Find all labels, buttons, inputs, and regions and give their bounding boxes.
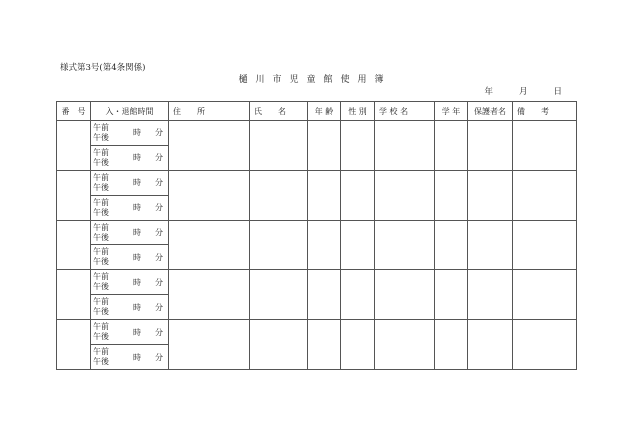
cell-address[interactable]	[169, 220, 250, 270]
entry-row	[57, 170, 577, 195]
entry-row	[57, 320, 577, 345]
col-name: 氏 名	[250, 102, 308, 121]
cell-school[interactable]	[375, 121, 435, 171]
cell-age[interactable]	[308, 220, 341, 270]
pm-label: 午後	[93, 307, 109, 317]
cell-remarks[interactable]	[513, 170, 577, 220]
cell-gender[interactable]	[341, 220, 375, 270]
cell-grade[interactable]	[435, 270, 468, 320]
hour-label: 時	[133, 252, 141, 262]
cell-gender[interactable]	[341, 170, 375, 220]
minute-label: 分	[155, 203, 163, 213]
cell-name[interactable]	[250, 270, 308, 320]
hour-label: 時	[133, 302, 141, 312]
pm-label: 午後	[93, 257, 109, 267]
cell-entry-time[interactable]	[91, 121, 169, 146]
cell-exit-time[interactable]	[91, 245, 169, 270]
minute-label: 分	[155, 302, 163, 312]
cell-entry-time[interactable]	[91, 220, 169, 245]
am-label: 午前	[93, 172, 109, 182]
cell-exit-time[interactable]	[91, 345, 169, 370]
minute-label: 分	[155, 277, 163, 287]
time-cell[interactable]	[91, 171, 168, 195]
col-remarks: 備 考	[513, 102, 577, 121]
cell-grade[interactable]	[435, 220, 468, 270]
time-cell[interactable]	[91, 320, 168, 344]
col-age: 年 齢	[308, 102, 341, 121]
cell-exit-time[interactable]	[91, 295, 169, 320]
col-guardian: 保護者名	[468, 102, 513, 121]
cell-name[interactable]	[250, 220, 308, 270]
am-label: 午前	[93, 297, 109, 307]
cell-address[interactable]	[169, 170, 250, 220]
usage-register-table	[56, 101, 577, 370]
cell-remarks[interactable]	[513, 121, 577, 171]
cell-remarks[interactable]	[513, 220, 577, 270]
col-school: 学 校 名	[375, 102, 435, 121]
cell-address[interactable]	[169, 320, 250, 370]
cell-grade[interactable]	[435, 320, 468, 370]
time-cell[interactable]	[91, 121, 168, 145]
cell-age[interactable]	[308, 320, 341, 370]
pm-label: 午後	[93, 182, 109, 192]
cell-exit-time[interactable]	[91, 195, 169, 220]
cell-guardian[interactable]	[468, 320, 513, 370]
cell-guardian[interactable]	[468, 170, 513, 220]
minute-label: 分	[155, 228, 163, 237]
date-year-label: 年	[484, 87, 493, 97]
pm-label: 午後	[93, 332, 109, 342]
cell-number[interactable]	[57, 170, 91, 220]
pm-label: 午後	[93, 132, 109, 142]
pm-label: 午後	[93, 157, 109, 167]
am-label: 午前	[93, 347, 109, 356]
minute-label: 分	[155, 352, 163, 362]
hour-label: 時	[133, 352, 141, 362]
cell-entry-time[interactable]	[91, 170, 169, 195]
cell-guardian[interactable]	[468, 220, 513, 270]
hour-label: 時	[133, 203, 141, 213]
am-label: 午前	[93, 147, 109, 157]
cell-exit-time[interactable]	[91, 145, 169, 170]
entry-row	[57, 270, 577, 295]
time-cell[interactable]	[91, 221, 168, 245]
cell-guardian[interactable]	[468, 270, 513, 320]
pm-label: 午後	[93, 232, 109, 242]
cell-school[interactable]	[375, 270, 435, 320]
am-label: 午前	[93, 322, 109, 332]
cell-number[interactable]	[57, 320, 91, 370]
hour-label: 時	[133, 327, 141, 337]
cell-gender[interactable]	[341, 121, 375, 171]
col-number: 番 号	[57, 102, 91, 121]
hour-label: 時	[133, 277, 141, 287]
date-line	[484, 85, 562, 97]
cell-gender[interactable]	[341, 320, 375, 370]
am-label: 午前	[93, 272, 109, 282]
cell-name[interactable]	[250, 121, 308, 171]
pm-label: 午後	[93, 357, 109, 366]
cell-gender[interactable]	[341, 270, 375, 320]
date-day-label: 日	[553, 87, 562, 97]
am-label: 午前	[93, 122, 109, 132]
hour-label: 時	[133, 178, 141, 188]
minute-label: 分	[155, 153, 163, 163]
am-label: 午前	[93, 247, 109, 257]
hour-label: 時	[133, 153, 141, 163]
time-cell[interactable]	[91, 345, 168, 369]
minute-label: 分	[155, 252, 163, 262]
pm-label: 午後	[93, 282, 109, 292]
cell-guardian[interactable]	[468, 121, 513, 171]
form-number-label: 様式第3号(第4条関係)	[60, 63, 146, 73]
document-title: 樋川市児童館使用簿	[238, 75, 392, 85]
cell-school[interactable]	[375, 170, 435, 220]
hour-label: 時	[133, 128, 141, 138]
cell-grade[interactable]	[435, 170, 468, 220]
cell-entry-time[interactable]	[91, 320, 169, 345]
hour-label: 時	[133, 228, 141, 237]
col-gender: 性 別	[341, 102, 375, 121]
cell-school[interactable]	[375, 320, 435, 370]
time-cell[interactable]	[91, 270, 168, 294]
cell-number[interactable]	[57, 220, 91, 270]
entry-row	[57, 220, 577, 245]
cell-age[interactable]	[308, 270, 341, 320]
col-grade: 学 年	[435, 102, 468, 121]
minute-label: 分	[155, 128, 163, 138]
cell-address[interactable]	[169, 121, 250, 171]
date-month-label: 月	[518, 87, 528, 97]
col-address: 住 所	[169, 102, 250, 121]
minute-label: 分	[155, 178, 163, 188]
cell-remarks[interactable]	[513, 270, 577, 320]
entry-row	[57, 121, 577, 146]
cell-entry-time[interactable]	[91, 270, 169, 295]
minute-label: 分	[155, 327, 163, 337]
cell-age[interactable]	[308, 170, 341, 220]
col-entry-exit-time: 入・退館時間	[91, 102, 169, 121]
cell-number[interactable]	[57, 270, 91, 320]
cell-name[interactable]	[250, 170, 308, 220]
cell-address[interactable]	[169, 270, 250, 320]
am-label: 午前	[93, 222, 109, 232]
time-cell[interactable]	[91, 295, 168, 319]
cell-grade[interactable]	[435, 121, 468, 171]
am-label: 午前	[93, 197, 109, 207]
table-body	[57, 121, 577, 370]
time-cell[interactable]	[91, 146, 168, 170]
time-cell[interactable]	[91, 245, 168, 269]
table-header-row	[57, 102, 577, 121]
cell-age[interactable]	[308, 121, 341, 171]
time-cell[interactable]	[91, 196, 168, 220]
cell-name[interactable]	[250, 320, 308, 370]
cell-remarks[interactable]	[513, 320, 577, 370]
cell-number[interactable]	[57, 121, 91, 171]
pm-label: 午後	[93, 207, 109, 217]
cell-school[interactable]	[375, 220, 435, 270]
